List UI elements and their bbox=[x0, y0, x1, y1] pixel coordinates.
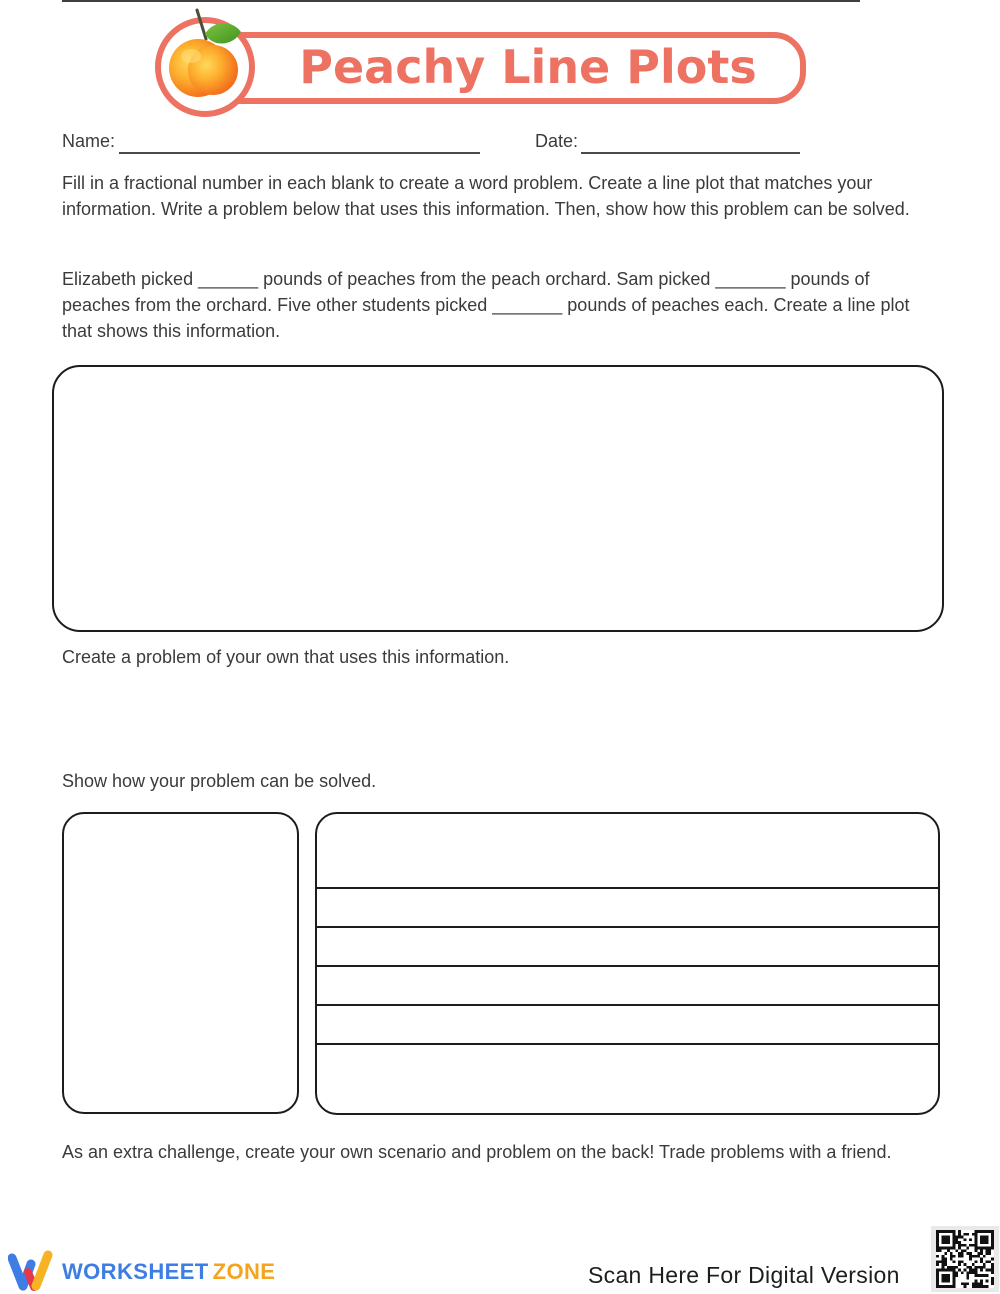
instructions-text: Fill in a fractional number in each blank to create a word problem. Create a line plot that matches your information. Write a problem below that uses this information. Then, show how this problem can be solved. bbox=[62, 173, 910, 219]
name-input-line[interactable] bbox=[119, 152, 480, 154]
answer-line-3[interactable] bbox=[62, 0, 860, 2]
page-title: Peachy Line Plots bbox=[299, 40, 757, 94]
ruled-line-3 bbox=[317, 965, 938, 967]
challenge-text: As an extra challenge, create your own scenario and problem on the back! Trade problems with a friend. bbox=[62, 1142, 892, 1162]
show-solution-label: Show how your problem can be solved. bbox=[62, 771, 377, 791]
create-problem-label: Create a problem of your own that uses this information. bbox=[62, 647, 510, 667]
solution-work-box[interactable] bbox=[62, 812, 299, 1114]
name-label: Name: bbox=[62, 131, 116, 151]
word-problem-text: Elizabeth picked ______ pounds of peaches from the peach orchard. Sam picked _______ pounds of peaches from the orchard. Five other students picked _______ pounds of peaches each. Create a line plot that shows this information. bbox=[62, 269, 910, 341]
solution-lined-box[interactable] bbox=[315, 812, 940, 1115]
line-plot-box[interactable] bbox=[52, 365, 944, 632]
date-input-line[interactable] bbox=[581, 152, 800, 154]
peach-icon bbox=[153, 4, 257, 114]
brand-name bbox=[62, 1259, 275, 1285]
worksheetzone-logo-icon bbox=[8, 1246, 58, 1292]
ruled-line-4 bbox=[317, 1004, 938, 1006]
date-label: Date: bbox=[535, 131, 579, 151]
brand-zone: ZONE bbox=[212, 1259, 276, 1284]
ruled-line-1 bbox=[317, 887, 938, 889]
brand-worksheet: WORKSHEET bbox=[62, 1259, 209, 1284]
qr-code bbox=[931, 1226, 999, 1292]
ruled-line-2 bbox=[317, 926, 938, 928]
scan-here-text: Scan Here For Digital Version bbox=[588, 1262, 900, 1288]
ruled-line-5 bbox=[317, 1043, 938, 1045]
